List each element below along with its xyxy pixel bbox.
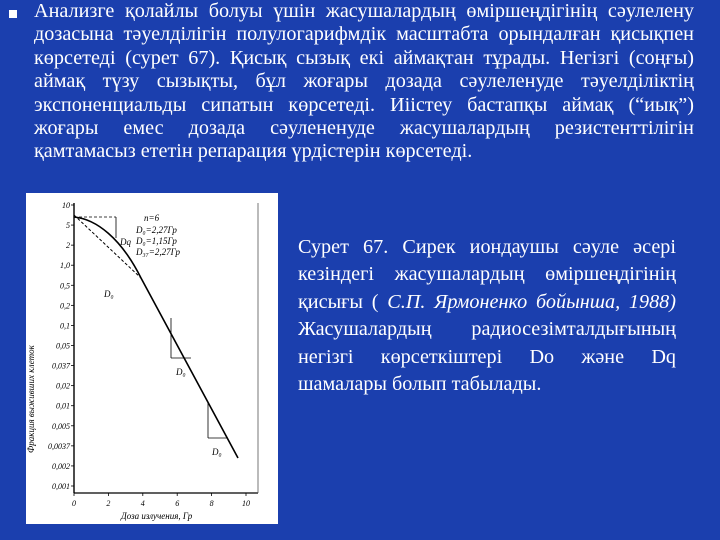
x-tick-label: 4: [140, 499, 145, 508]
y-tick-label: 2: [66, 241, 70, 251]
caption-italic: С.П. Ярмоненко бойынша, 1988): [387, 290, 676, 313]
x-tick-label: 8: [209, 499, 214, 508]
y-tick-label: 5: [66, 221, 70, 231]
y-tick-label: 0,05: [56, 341, 70, 351]
y-tick-label: 0,02: [56, 381, 70, 391]
x-tick-label: 10: [242, 499, 250, 508]
bullet-square-icon: [9, 10, 17, 18]
y-tick-label: 0,5: [60, 281, 70, 291]
caption-part1: Сурет 67. Сирек иондаушы сәуле әсері кезіндегі жасушалардың өміршеңдігінің қисығы (: [298, 236, 676, 313]
main-paragraph: Анализге қолайлы болуы үшін жасушалардың өміршеңдігінің сәулелену дозасына тәуелділігін полулогарифмдік масштабта орындалған қисықпен көрсетеді (сурет 67). Қисық сызық екі аймақтан тұрады. Негізгі (соңғы) аймақ түзу сызықты, бұл жоғары дозада сәулеленуде тәуелділіктің экспоненциальды сипатын көрсетеді. Иіістеу бастапқы аймақ (“иық”) жоғары емес дозада сәулененуде жасушалардың резистенттілігін қамтамасыз ететін репарация үрдістерін көрсетеді.: [34, 0, 694, 163]
y-tick-label: 0,0037: [48, 441, 70, 451]
survival-curve-graph: [26, 193, 278, 524]
y-tick-label: 0,001: [52, 482, 70, 491]
x-tick-label: 2: [106, 499, 111, 508]
legend-line-1: n=6: [144, 213, 160, 223]
caption-part2: Жасушалардың радиосезімталдығының негізгі көрсеткіштері Do және Dq шамалары болып табылады.: [298, 318, 676, 396]
y-tick-label: 0,1: [60, 321, 70, 331]
legend-line-3: D₀=1,15Гр: [136, 236, 177, 246]
y-tick-label: 0,2: [60, 301, 70, 311]
y-tick-label: 0,037: [52, 361, 70, 371]
y-tick-label: 10: [62, 201, 70, 210]
x-tick-group: [72, 493, 250, 508]
y-tick-group: [48, 201, 74, 491]
dq-label: Dq: [120, 237, 131, 247]
legend-line-2: D₀=2,27Гр: [136, 225, 177, 235]
d0-label-3: D₀: [104, 289, 114, 299]
y-tick-label: 0,005: [52, 421, 70, 431]
y-tick-label: 1,0: [60, 261, 70, 271]
x-tick-label: 0: [72, 499, 76, 508]
y-tick-label: 0,01: [56, 401, 70, 411]
survival-curve-figure: [26, 193, 278, 524]
x-tick-label: 6: [175, 499, 180, 508]
y-axis-label: Фракция выживших клеток: [26, 345, 36, 453]
d0-label-1: D₀: [176, 367, 186, 377]
legend-line-4: D₃₇=2,27Гр: [136, 247, 180, 257]
figure-caption: [298, 234, 676, 398]
x-axis-label: Доза излучения, Гр: [121, 511, 193, 521]
y-tick-label: 0,002: [52, 461, 70, 471]
d0-label-2: D₀: [212, 447, 222, 457]
